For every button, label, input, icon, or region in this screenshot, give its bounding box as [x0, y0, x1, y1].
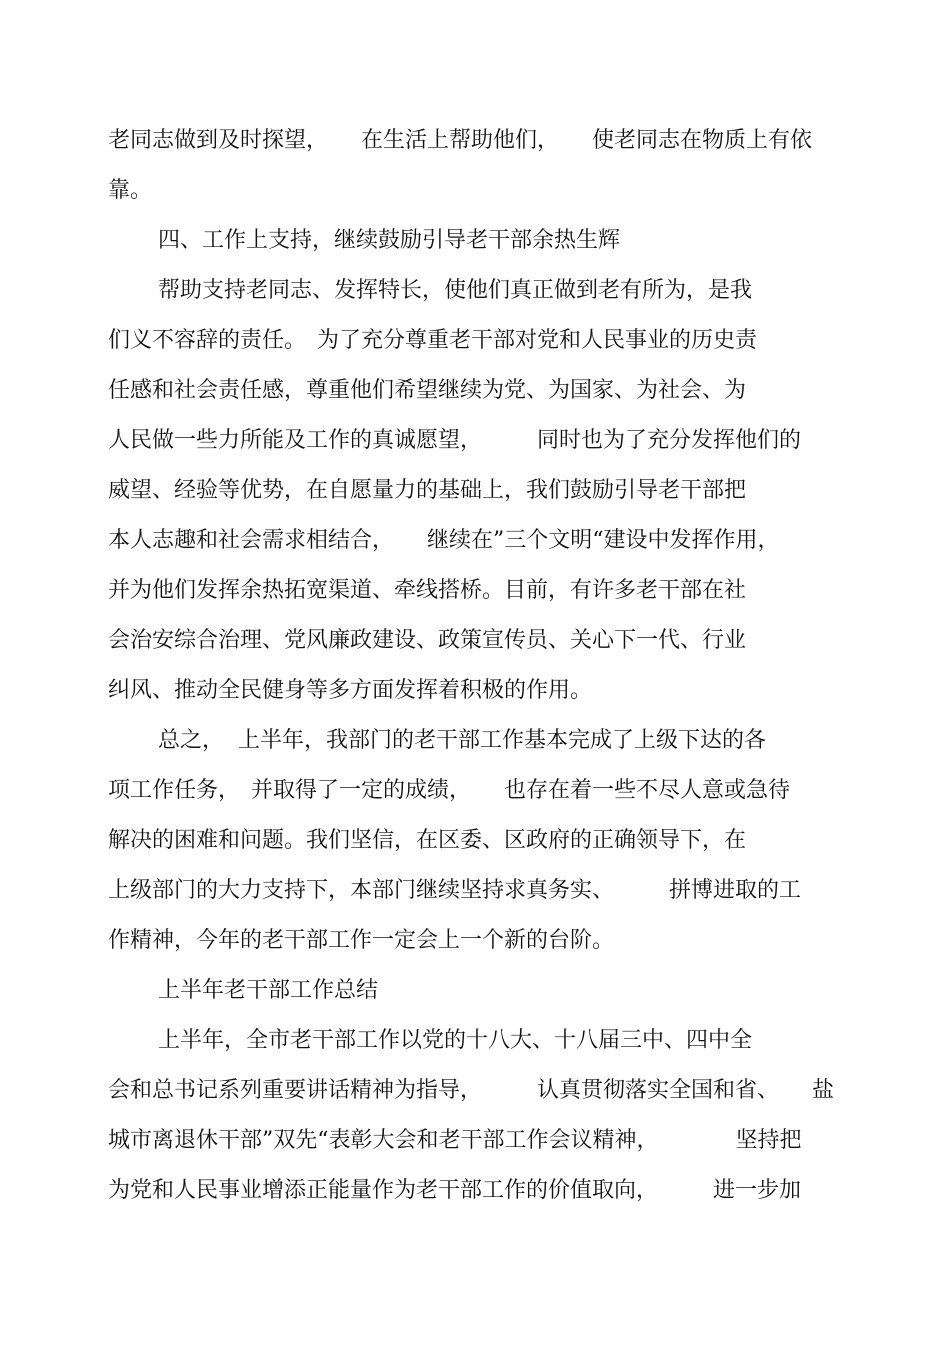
paragraph-line: 为党和人民事业增添正能量作为老干部工作的价值取向， 进一步加 [108, 1178, 802, 1203]
paragraph-line: 上级部门的大力支持下，本部门继续坚持求真务实、 拼博进取的工 [108, 878, 802, 903]
paragraph-line: 会和总书记系列重要讲话精神为指导， 认真贯彻落实全国和省、 盐 [108, 1078, 835, 1103]
paragraph-line: 老同志做到及时探望， 在生活上帮助他们， 使老同志在物质上有依 [108, 128, 813, 153]
paragraph-line: 项工作任务， 并取得了一定的成绩， 也存在着一些不尽人意或急待 [108, 778, 791, 803]
paragraph-line: 任感和社会责任感，尊重他们希望继续为党、为国家、为社会、为 [108, 378, 747, 403]
paragraph-line: 并为他们发挥余热拓宽渠道、牵线搭桥。目前，有许多老干部在社 [108, 578, 747, 603]
paragraph-line: 威望、经验等优势，在自愿量力的基础上，我们鼓励引导老干部把 [108, 478, 747, 503]
paragraph-line: 解决的困难和问题。我们坚信，在区委、区政府的正确领导下，在 [108, 828, 747, 853]
paragraph-line: 人民做一些力所能及工作的真诚愿望， 同时也为了充分发挥他们的 [108, 428, 802, 453]
paragraph-line: 本人志趣和社会需求相结合， 继续在”三个文明“建设中发挥作用， [108, 528, 780, 553]
paragraph-line: 会治安综合治理、党风廉政建设、政策宣传员、关心下一代、行业 [108, 628, 747, 653]
paragraph-line: 作精神，今年的老干部工作一定会上一个新的台阶。 [108, 928, 615, 953]
paragraph-line: 们义不容辞的责任。 为了充分尊重老干部对党和人民事业的历史责 [108, 328, 758, 353]
paragraph-line: 靠。 [108, 178, 153, 203]
document-title: 上半年老干部工作总结 [158, 978, 379, 1003]
paragraph-line: 城市离退休干部”双先“表彰大会和老干部工作会议精神， 坚持把 [108, 1128, 802, 1153]
paragraph-line: 帮助支持老同志、发挥特长，使他们真正做到老有所为，是我 [158, 278, 753, 303]
paragraph-line: 总之， 上半年，我部门的老干部工作基本完成了上级下达的各 [158, 728, 766, 753]
section-heading: 四、工作上支持，继续鼓励引导老干部余热生辉 [158, 228, 621, 253]
paragraph-line: 纠风、推动全民健身等多方面发挥着积极的作用。 [108, 678, 593, 703]
paragraph-line: 上半年，全市老干部工作以党的十八大、十八届三中、四中全 [158, 1028, 753, 1053]
